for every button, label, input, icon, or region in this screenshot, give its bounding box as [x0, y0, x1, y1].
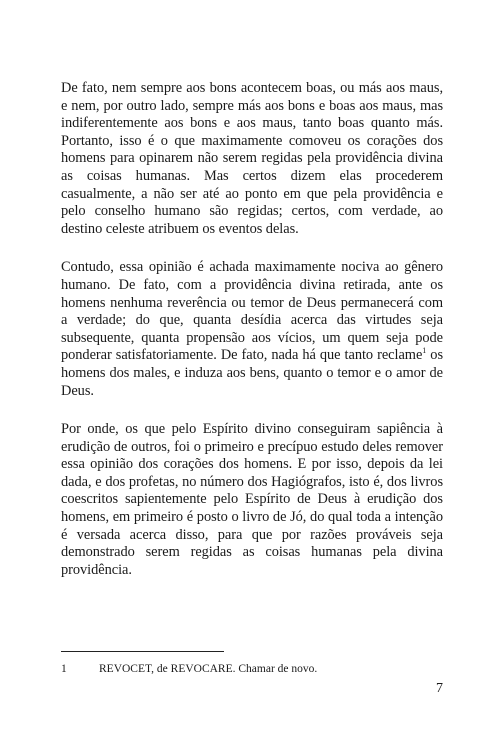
paragraph-3: Por onde, os que pelo Espírito divino conseguiram sapiência à erudição de outros, foi o primeiro e precípuo estudo deles remover essa opinião dos corações dos homens. E por isso, depois da lei dada, e dos profetas, no número dos Hagiógrafos, isto é, dos livros coescritos sapientemente pelo Espírito de Deus à erudição dos homens, em primeiro é posto o livro de Jó, do qual toda a intenção é versada acerca disso, para que por razões prováveis seja demonstrado serem regidas as coisas humanas pela divina providência. [61, 421, 443, 578]
paragraph-1: De fato, nem sempre aos bons acontecem boas, ou más aos maus, e nem, por outro lado, sempre más aos bons e boas aos maus, mas indiferentemente aos bons e aos maus, tanto boas quanto más. Portanto, isso é o que maximamente comoveu os corações dos homens para opinarem não serem regidas pela providência divina as coisas humanas. Mas certos dizem elas procederem casualmente, a não ser até ao ponto em que pela providência e pelo conselho humano são regidas; certos, com verdade, ao destino celeste atribuem os eventos delas. [61, 80, 443, 237]
footnote-reference: 1 [422, 346, 427, 356]
footnote-text: REVOCET, de REVOCARE. Chamar de novo. [99, 663, 318, 675]
footnote [61, 662, 443, 676]
page-number: 7 [436, 681, 443, 696]
paragraph-2-text-b: os homens dos males, e induza aos bens, quanto o temor e o amor de Deus. [61, 347, 443, 399]
main-text [61, 80, 443, 600]
paragraph-2-text-a: Contudo, essa opinião é achada maximamente nociva ao gênero humano. De fato, com a providência divina retirada, ante os homens nenhuma reverência ou temor de Deus permanecerá com a verdade; do que, quanta desídia acerca das virtudes seja subsequente, quanta propensão aos vícios, um quem seja pode ponderar satisfatoriamente. De fato, nada há que tanto reclame [61, 259, 443, 364]
footnote-number: 1 [61, 663, 67, 675]
footnote-divider [61, 651, 224, 652]
paragraph-2 [61, 259, 443, 400]
